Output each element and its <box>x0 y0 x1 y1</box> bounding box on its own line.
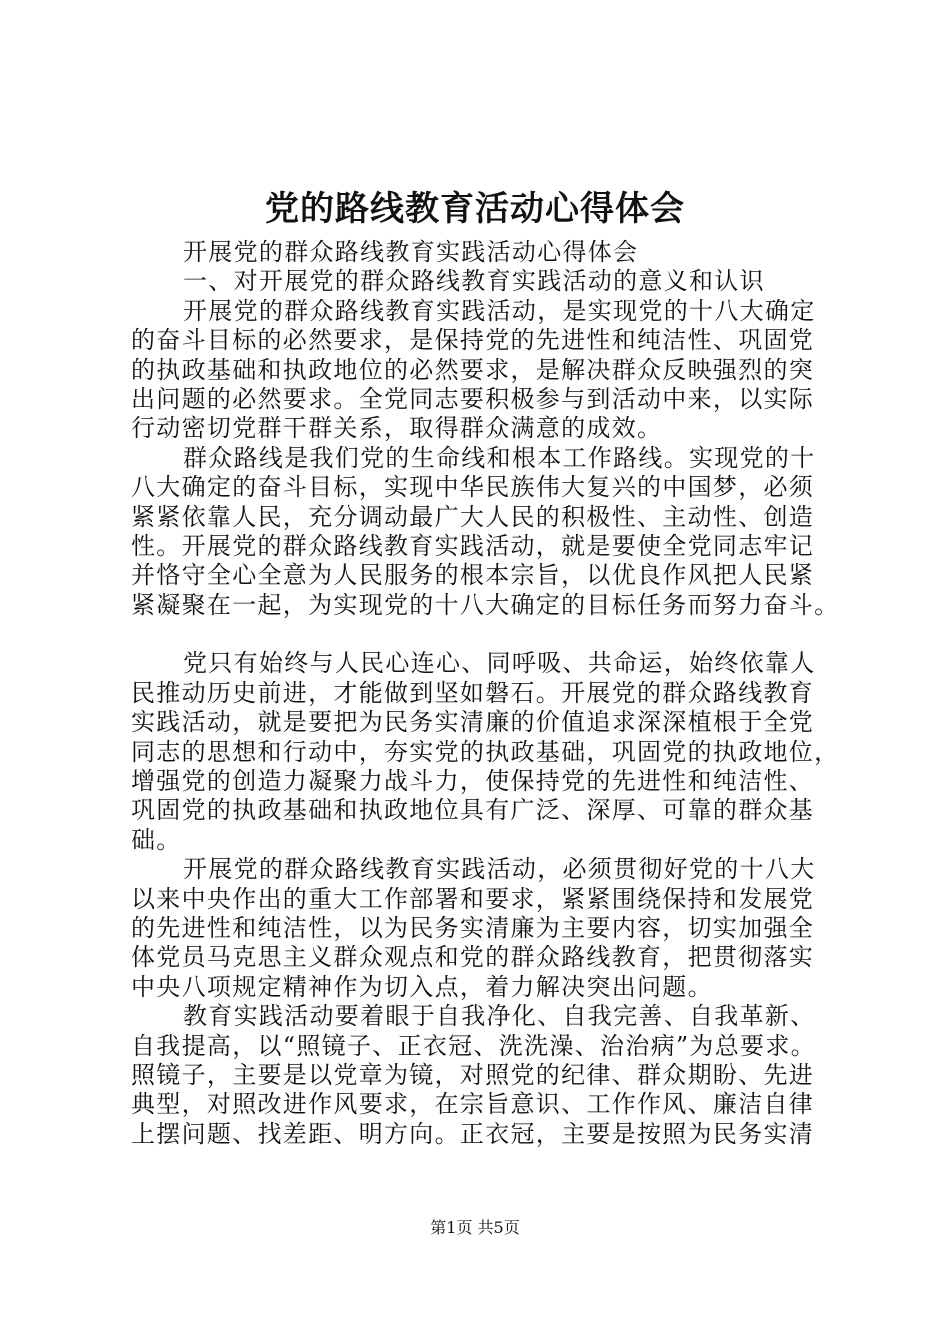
text-line: 行动密切党群干群关系，取得群众满意的成效。 <box>131 414 663 443</box>
text-line: 开展党的群众路线教育实践活动，是实现党的十八大确定 <box>183 296 816 325</box>
text-line: 一、对开展党的群众路线教育实践活动的意义和认识 <box>183 267 765 296</box>
text-line: 教育实践活动要着眼于自我净化、自我完善、自我革新、 <box>183 1002 816 1031</box>
text-line: 群众路线是我们党的生命线和根本工作路线。实现党的十 <box>183 443 816 472</box>
document-body <box>131 238 847 1149</box>
document-title: 党的路线教育活动心得体会 <box>265 189 685 229</box>
text-line: 同志的思想和行动中，夯实党的执政基础，巩固党的执政地位， <box>131 737 840 766</box>
text-line: 的奋斗目标的必然要求，是保持党的先进性和纯洁性、巩固党 <box>131 326 815 355</box>
text-line: 以来中央作出的重大工作部署和要求，紧紧围绕保持和发展党 <box>131 884 815 913</box>
text-line: 增强党的创造力凝聚力战斗力，使保持党的先进性和纯洁性、 <box>131 767 815 796</box>
text-line: 开展党的群众路线教育实践活动心得体会 <box>183 238 639 266</box>
text-line: 典型，对照改进作风要求，在宗旨意识、工作作风、廉洁自律 <box>131 1090 815 1119</box>
text-line: 体党员马克思主义群众观点和党的群众路线教育，把贯彻落实 <box>131 943 815 972</box>
text-line: 照镜子，主要是以党章为镜，对照党的纪律、群众期盼、先进 <box>131 1060 815 1089</box>
text-line: 紧凝聚在一起，为实现党的十八大确定的目标任务而努力奋斗。 <box>131 590 840 619</box>
page-footer: 第1页 共5页 <box>430 1218 520 1237</box>
text-line: 八大确定的奋斗目标，实现中华民族伟大复兴的中国梦，必须 <box>131 473 815 502</box>
blank-line <box>131 620 847 649</box>
text-line: 性。开展党的群众路线教育实践活动，就是要使全党同志牢记 <box>131 531 815 560</box>
text-line: 自我提高，以“照镜子、正衣冠、洗洗澡、治治病”为总要求。 <box>131 1031 816 1060</box>
text-line: 党只有始终与人民心连心、同呼吸、共命运，始终依靠人 <box>183 649 816 678</box>
text-line: 的先进性和纯洁性，以为民务实清廉为主要内容，切实加强全 <box>131 913 815 942</box>
text-line: 开展党的群众路线教育实践活动，必须贯彻好党的十八大 <box>183 855 816 884</box>
text-line: 并恪守全心全意为人民服务的根本宗旨，以优良作风把人民紧 <box>131 561 815 590</box>
text-line: 实践活动，就是要把为民务实清廉的价值追求深深植根于全党 <box>131 708 815 737</box>
text-line: 上摆问题、找差距、明方向。正衣冠，主要是按照为民务实清 <box>131 1119 815 1148</box>
text-line: 础。 <box>131 825 182 854</box>
text-line: 出问题的必然要求。全党同志要积极参与到活动中来，以实际 <box>131 384 815 413</box>
text-line: 的执政基础和执政地位的必然要求，是解决群众反映强烈的突 <box>131 355 815 384</box>
text-line: 巩固党的执政基础和执政地位具有广泛、深厚、可靠的群众基 <box>131 796 815 825</box>
text-line: 民推动历史前进，才能做到坚如磐石。开展党的群众路线教育 <box>131 678 815 707</box>
text-line: 中央八项规定精神作为切入点，着力解决突出问题。 <box>131 972 713 1001</box>
text-line: 紧紧依靠人民，充分调动最广大人民的积极性、主动性、创造 <box>131 502 815 531</box>
